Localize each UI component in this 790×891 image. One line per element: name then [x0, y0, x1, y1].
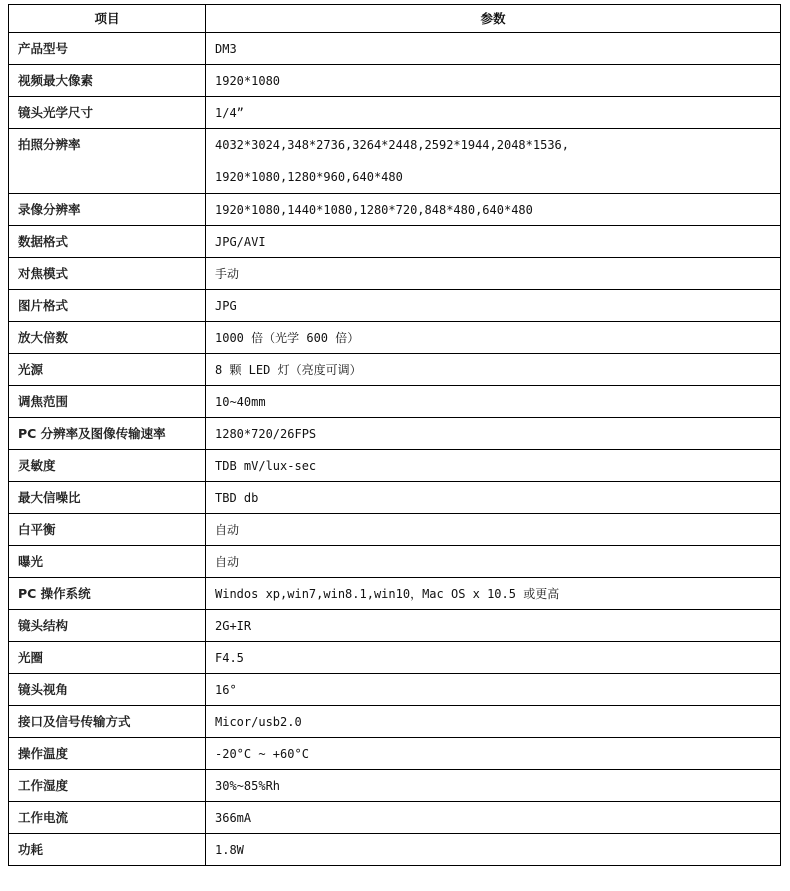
row-key: 最大信噪比	[9, 482, 206, 514]
row-key: 功耗	[9, 834, 206, 866]
row-value: F4.5	[206, 642, 781, 674]
row-value: TDB mV/lux-sec	[206, 450, 781, 482]
row-key: 图片格式	[9, 290, 206, 322]
row-value: 10~40mm	[206, 386, 781, 418]
table-row	[9, 770, 781, 802]
row-value: 16°	[206, 674, 781, 706]
row-key: PC 操作系统	[9, 578, 206, 610]
row-key: PC 分辨率及图像传输速率	[9, 418, 206, 450]
row-key: 拍照分辨率	[9, 129, 206, 194]
row-value: TBD db	[206, 482, 781, 514]
row-value: 8 颗 LED 灯（亮度可调）	[206, 354, 781, 386]
table-row	[9, 578, 781, 610]
row-value: JPG	[206, 290, 781, 322]
row-key: 调焦范围	[9, 386, 206, 418]
row-key: 镜头视角	[9, 674, 206, 706]
row-value	[206, 129, 781, 194]
table-header-row	[9, 5, 781, 33]
row-value: Windos xp,win7,win8.1,win10，Mac OS x 10.5 或更高	[206, 578, 781, 610]
table-row	[9, 290, 781, 322]
row-key: 录像分辨率	[9, 194, 206, 226]
row-key: 视频最大像素	[9, 65, 206, 97]
row-value: Micor/usb2.0	[206, 706, 781, 738]
table-row	[9, 354, 781, 386]
row-key: 白平衡	[9, 514, 206, 546]
table-row	[9, 129, 781, 194]
row-value-line: 1920*1080,1280*960,640*480	[215, 170, 403, 184]
row-value: 1.8W	[206, 834, 781, 866]
table-row	[9, 33, 781, 65]
table-row	[9, 450, 781, 482]
header-param: 参数	[206, 5, 781, 33]
row-key: 产品型号	[9, 33, 206, 65]
row-key: 对焦模式	[9, 258, 206, 290]
row-value: 自动	[206, 514, 781, 546]
row-key: 镜头结构	[9, 610, 206, 642]
table-row	[9, 258, 781, 290]
row-key: 放大倍数	[9, 322, 206, 354]
table-row	[9, 514, 781, 546]
header-item: 项目	[9, 5, 206, 33]
table-row	[9, 194, 781, 226]
table-row	[9, 642, 781, 674]
table-row	[9, 418, 781, 450]
row-key: 曝光	[9, 546, 206, 578]
row-key: 工作湿度	[9, 770, 206, 802]
row-value: 自动	[206, 546, 781, 578]
row-value: 30%~85%Rh	[206, 770, 781, 802]
row-value: 1/4”	[206, 97, 781, 129]
spec-table-container	[8, 4, 780, 866]
row-value: 366mA	[206, 802, 781, 834]
row-key: 镜头光学尺寸	[9, 97, 206, 129]
row-value: 1000 倍（光学 600 倍）	[206, 322, 781, 354]
table-row	[9, 322, 781, 354]
row-value: -20°C ~ +60°C	[206, 738, 781, 770]
row-key: 工作电流	[9, 802, 206, 834]
row-key: 数据格式	[9, 226, 206, 258]
row-value: 1280*720/26FPS	[206, 418, 781, 450]
table-row	[9, 226, 781, 258]
row-value: 1920*1080,1440*1080,1280*720,848*480,640*480	[206, 194, 781, 226]
row-value: 手动	[206, 258, 781, 290]
row-value-line: 4032*3024,348*2736,3264*2448,2592*1944,2048*1536,	[215, 138, 570, 152]
row-value: 1920*1080	[206, 65, 781, 97]
table-row	[9, 65, 781, 97]
table-row	[9, 386, 781, 418]
table-row	[9, 738, 781, 770]
row-value: 2G+IR	[206, 610, 781, 642]
row-key: 操作温度	[9, 738, 206, 770]
row-value: JPG/AVI	[206, 226, 781, 258]
row-value: DM3	[206, 33, 781, 65]
row-key: 灵敏度	[9, 450, 206, 482]
table-row	[9, 610, 781, 642]
table-row	[9, 706, 781, 738]
table-row	[9, 834, 781, 866]
row-key: 光圈	[9, 642, 206, 674]
table-row	[9, 546, 781, 578]
spec-table	[8, 4, 781, 866]
table-row	[9, 482, 781, 514]
row-key: 接口及信号传输方式	[9, 706, 206, 738]
table-row	[9, 674, 781, 706]
table-row	[9, 97, 781, 129]
row-key: 光源	[9, 354, 206, 386]
table-row	[9, 802, 781, 834]
